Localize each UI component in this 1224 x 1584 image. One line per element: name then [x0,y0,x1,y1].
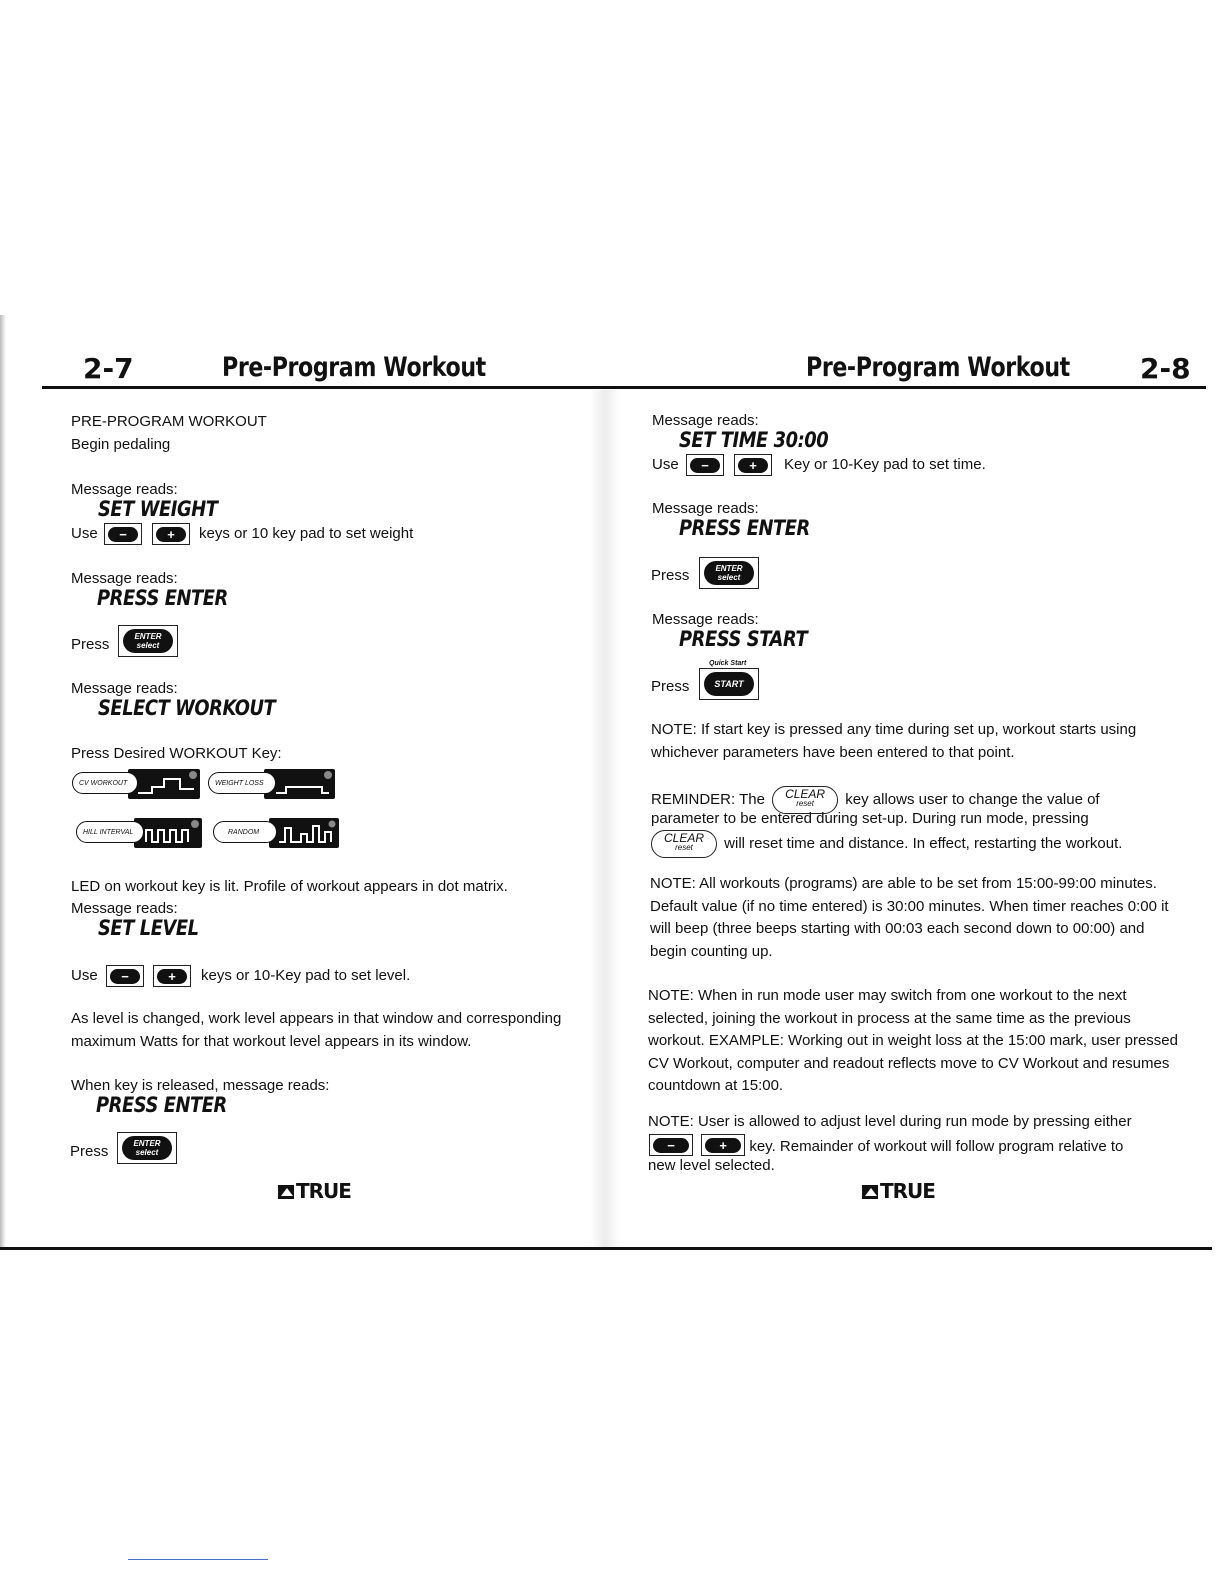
led-text: LED on workout key is lit. Profile of workout appears in dot matrix. [71,878,508,895]
page-gutter [590,390,620,1248]
enter-label: ENTER [715,564,743,573]
quick-start-label: Quick Start [709,660,747,667]
note-time-range: NOTE: All workouts (programs) are able to be set from 15:00-99:00 minutes. Default value (if no time entered) is 30:00 minutes. When timer reaches 0:00 it will beep (three beeps starting with 00:03 each second down to 00:00) and begin counting up. [650,875,1169,960]
true-logo-icon [862,1185,878,1199]
left-begin: Begin pedaling [71,436,171,453]
bottom-rule [0,1247,1212,1250]
plus-icon: + [156,527,186,542]
logo-text: TRUE [296,1179,351,1203]
lcd-set-level: SET LEVEL [98,916,199,940]
minus-icon: − [110,969,140,984]
enter-select-key[interactable] [699,557,759,589]
enter-label: ENTER [133,1139,161,1148]
minus-icon: − [690,458,720,473]
true-logo-icon [278,1185,294,1199]
message-reads-label: Message reads: [652,611,759,628]
lcd-set-weight: SET WEIGHT [98,497,218,521]
press-desired-workout: Press Desired WORKOUT Key: [71,745,282,762]
lcd-press-enter: PRESS ENTER [97,586,228,610]
select-label: select [135,1148,159,1157]
page-edge-left [0,315,6,1250]
use-label: Use [652,456,679,473]
plus-key[interactable] [153,965,191,987]
plus-icon: + [705,1138,741,1153]
message-reads-label: Message reads: [652,412,759,429]
note-switch-workout: NOTE: When in run mode user may switch from one workout to the next selected, joining the workout in process at the same time as the previous workout. EXAMPLE: Working out in weight loss at the 15:00 mark, user pressed CV Workout, computer and readout reflects move to CV Workout and resumes countdown at 15:00. [648,987,1178,1094]
message-reads-label: Message reads: [652,500,759,517]
true-logo-left [278,1179,351,1203]
use-label: Use [71,967,98,984]
enter-select-key[interactable] [117,1132,177,1164]
note-adjust-level-3: new level selected. [648,1157,775,1174]
reset-label: reset [675,843,693,852]
enter-label: ENTER [134,632,162,641]
hill-interval-label: HILL INTERVAL [76,821,144,843]
reminder-text-a: REMINDER: The [651,790,765,808]
lcd-press-start: PRESS START [679,627,808,651]
lcd-set-time: SET TIME 30:00 [679,428,829,452]
clear-label: CLEAR [785,787,826,801]
start-label: START [714,679,744,689]
true-logo-right [862,1179,935,1203]
left-page-number: 2-7 [83,352,134,385]
random-label: RANDOM [213,821,277,843]
note-adjust-level-2 [649,1134,1123,1157]
weight-loss-key[interactable] [208,769,335,799]
time-instruction: Key or 10-Key pad to set time. [784,456,986,473]
left-page-title: Pre-Program Workout [222,352,486,383]
press-label: Press [651,567,690,584]
press-label: Press [71,636,110,653]
lcd-press-enter: PRESS ENTER [96,1093,227,1117]
plus-key[interactable] [734,454,772,476]
message-reads-label: Message reads: [71,481,178,498]
right-page-number: 2-8 [1140,352,1191,385]
minus-icon: − [653,1138,689,1153]
note-adjust-level-1: NOTE: User is allowed to adjust level during run mode by pressing either [648,1113,1132,1130]
clear-label: CLEAR [663,831,704,845]
plus-key[interactable] [701,1134,745,1156]
right-page-title: Pre-Program Workout [806,352,1070,383]
plus-icon: + [738,458,768,473]
message-reads-label: Message reads: [71,900,178,917]
start-key[interactable] [699,668,759,700]
level-instruction: keys or 10-Key pad to set level. [201,967,411,984]
press-label: Press [70,1143,109,1160]
header-rule [42,386,1206,389]
message-reads-label: Message reads: [71,680,178,697]
minus-icon: − [108,527,138,542]
reminder-text-b: key allows user to change the value of [845,790,1100,808]
reset-label: reset [796,799,814,808]
level-paragraph: As level is changed, work level appears in that window and corresponding maximum Watts for that workout level appears in its window. [71,1010,562,1050]
lcd-select-workout: SELECT WORKOUT [98,696,276,720]
reminder-line-3 [651,830,1122,858]
note-adjust-level-text-b: key. Remainder of workout will follow program relative to [749,1138,1124,1155]
minus-key[interactable] [104,523,142,545]
lcd-press-enter: PRESS ENTER [679,516,810,540]
logo-text: TRUE [880,1179,935,1203]
use-label: Use [71,525,98,542]
enter-select-key[interactable] [118,625,178,657]
hill-interval-key[interactable] [76,818,202,848]
plus-key[interactable] [152,523,190,545]
select-label: select [717,573,741,582]
cv-workout-label: CV WORKOUT [72,772,138,794]
random-key[interactable] [213,818,339,848]
reminder-text-d: will reset time and distance. In effect, restarting the workout. [724,834,1123,852]
minus-key[interactable] [686,454,724,476]
minus-key[interactable] [106,965,144,987]
cv-workout-key[interactable] [72,769,200,799]
when-released-text: When key is released, message reads: [71,1077,330,1094]
reminder-line-2: parameter to be entered during set-up. During run mode, pressing [651,810,1089,827]
minus-key[interactable] [649,1134,693,1156]
message-reads-label: Message reads: [71,570,178,587]
plus-icon: + [157,969,187,984]
weight-loss-label: WEIGHT LOSS [208,772,276,794]
select-label: select [136,641,160,650]
note-start-key: NOTE: If start key is pressed any time during set up, workout starts using whichever parameters have been entered to that point. [651,721,1137,761]
weight-instruction: keys or 10 key pad to set weight [199,525,414,542]
press-label: Press [651,678,690,695]
footer-link-line [128,1559,268,1560]
clear-reset-key[interactable] [651,830,717,858]
left-heading: PRE-PROGRAM WORKOUT [71,413,267,430]
